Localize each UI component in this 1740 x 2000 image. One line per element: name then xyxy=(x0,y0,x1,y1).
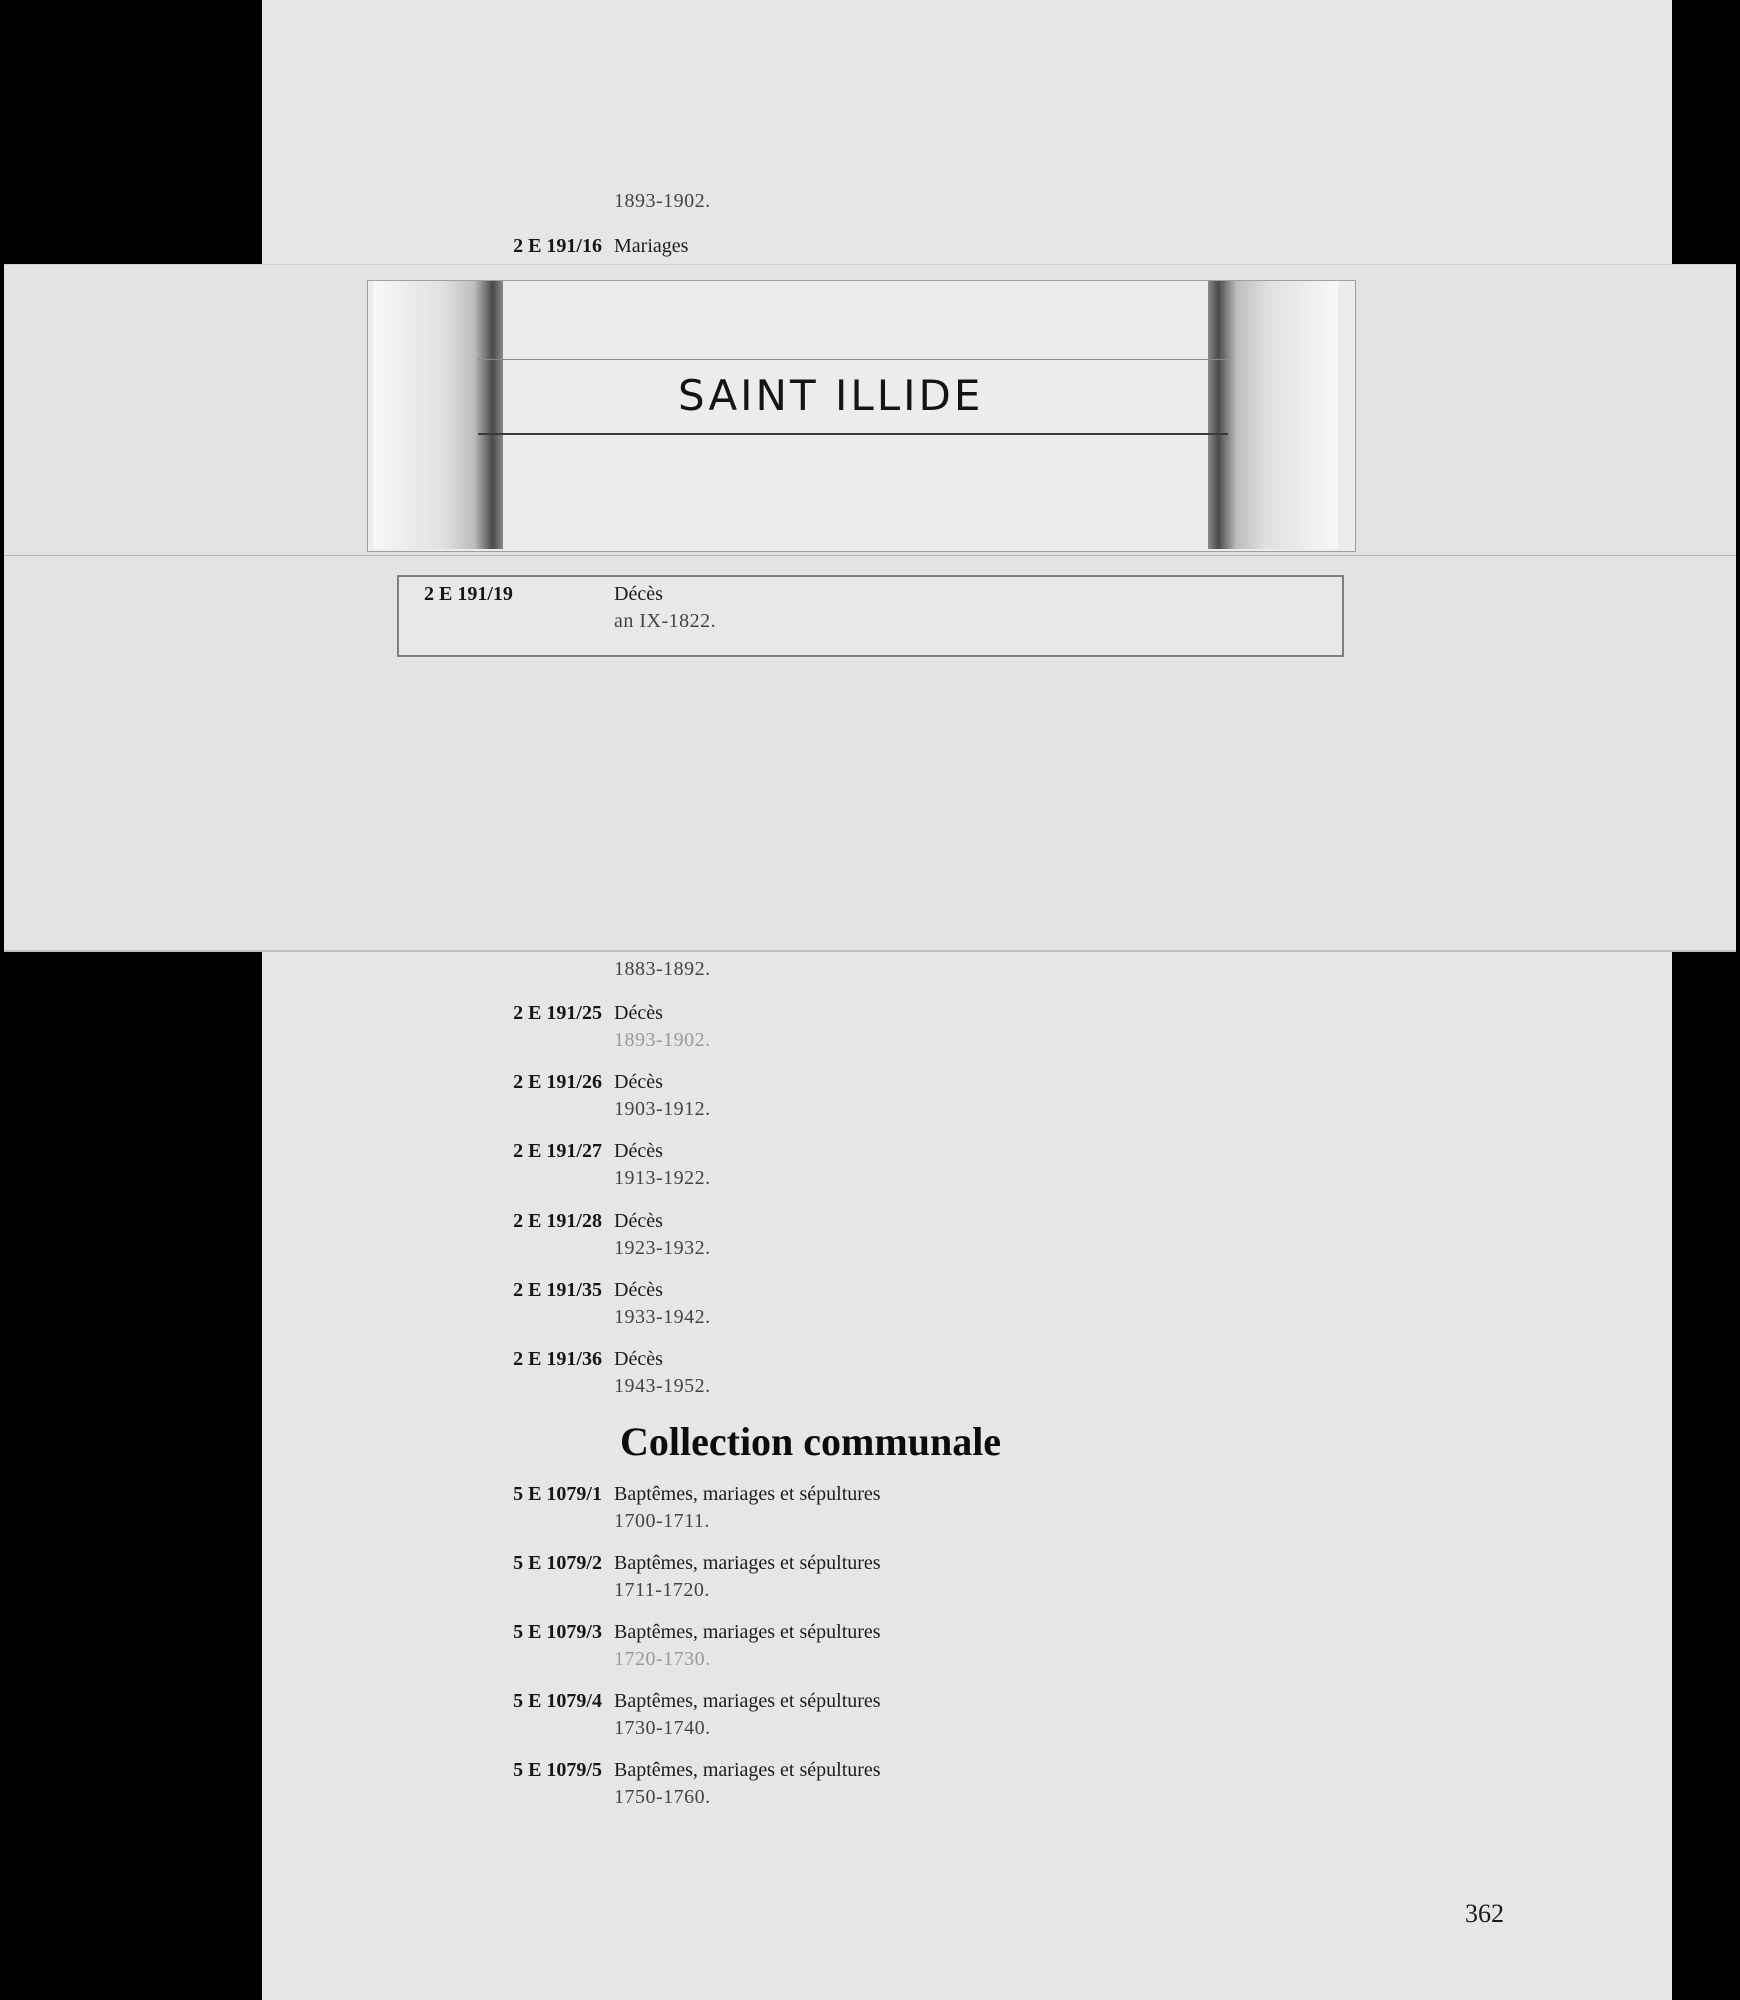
list-item xyxy=(422,1621,1522,1681)
entry-code: 2 E 191/25 xyxy=(513,1002,602,1024)
list-item xyxy=(422,1002,1522,1062)
entry-code: 5 E 1079/2 xyxy=(513,1552,602,1574)
entry-dates: 1700-1711. xyxy=(614,1510,710,1532)
entry-label: Décès xyxy=(614,1140,663,1162)
entry-dates: 1720-1730. xyxy=(614,1648,711,1670)
tag-underline xyxy=(478,433,1228,435)
entry-code: 5 E 1079/4 xyxy=(513,1690,602,1712)
entry-code: 2 E 191/27 xyxy=(513,1140,602,1162)
list-item xyxy=(422,1552,1522,1612)
entry-dates: 1893-1902. xyxy=(614,1029,711,1051)
entry-label: Décès xyxy=(614,1279,663,1301)
section-heading: Collection communale xyxy=(620,1419,1002,1464)
entry-dates: 1711-1720. xyxy=(614,1579,710,1601)
entry-label: Mariages xyxy=(614,235,689,257)
entry-dates: 1893-1902. xyxy=(614,190,711,212)
list-item xyxy=(422,1690,1522,1750)
entry-dates: 1923-1932. xyxy=(614,1237,711,1259)
entry-label: Baptêmes, mariages et sépultures xyxy=(614,1552,881,1574)
entry-label: Baptêmes, mariages et sépultures xyxy=(614,1621,881,1643)
list-item xyxy=(422,1140,1522,1200)
page-number: 362 xyxy=(1465,1899,1504,1928)
envelope-fold-line xyxy=(4,555,1736,556)
entry-label: Baptêmes, mariages et sépultures xyxy=(614,1759,881,1781)
envelope-tag xyxy=(367,280,1356,552)
entry-label: Baptêmes, mariages et sépultures xyxy=(614,1690,881,1712)
entry-code: 5 E 1079/3 xyxy=(513,1621,602,1643)
entry-code: 2 E 191/26 xyxy=(513,1071,602,1093)
entry-code: 2 E 191/28 xyxy=(513,1210,602,1232)
list-item xyxy=(422,1210,1522,1270)
tag-rule xyxy=(478,359,1228,360)
list-item xyxy=(422,1279,1522,1339)
paper-clip-left xyxy=(373,281,503,549)
entry-dates: 1913-1922. xyxy=(614,1167,711,1189)
entry-label: Décès xyxy=(614,1002,663,1024)
entry-code: 5 E 1079/1 xyxy=(513,1483,602,1505)
list-item xyxy=(422,1483,1522,1543)
entry-dates: 1750-1760. xyxy=(614,1786,711,1808)
list-item xyxy=(422,1759,1522,1819)
entry-dates: 1943-1952. xyxy=(614,1375,711,1397)
archival-envelope xyxy=(4,265,1736,950)
paper-clip-right xyxy=(1208,281,1338,549)
entry-code: 2 E 191/36 xyxy=(513,1348,602,1370)
entry-dates: 1903-1912. xyxy=(614,1098,711,1120)
entry-dates: an IX-1822. xyxy=(614,610,717,632)
entry-code: 5 E 1079/5 xyxy=(513,1759,602,1781)
entry-code: 2 E 191/19 xyxy=(424,583,513,605)
entry-label: Décès xyxy=(614,1348,663,1370)
envelope-window xyxy=(397,575,1344,657)
entry-code: 2 E 191/16 xyxy=(513,235,602,257)
entry-dates: 1883-1892. xyxy=(614,958,711,980)
tag-label: SAINT ILLIDE xyxy=(678,371,984,420)
entry-label: Décès xyxy=(614,1071,663,1093)
list-item xyxy=(422,1348,1522,1408)
list-item xyxy=(422,1071,1522,1131)
entry-dates: 1933-1942. xyxy=(614,1306,711,1328)
entry-label: Baptêmes, mariages et sépultures xyxy=(614,1483,881,1505)
entry-label: Décès xyxy=(614,1210,663,1232)
entry-label: Décès xyxy=(614,583,663,605)
entry-code: 2 E 191/35 xyxy=(513,1279,602,1301)
entry-dates: 1730-1740. xyxy=(614,1717,711,1739)
